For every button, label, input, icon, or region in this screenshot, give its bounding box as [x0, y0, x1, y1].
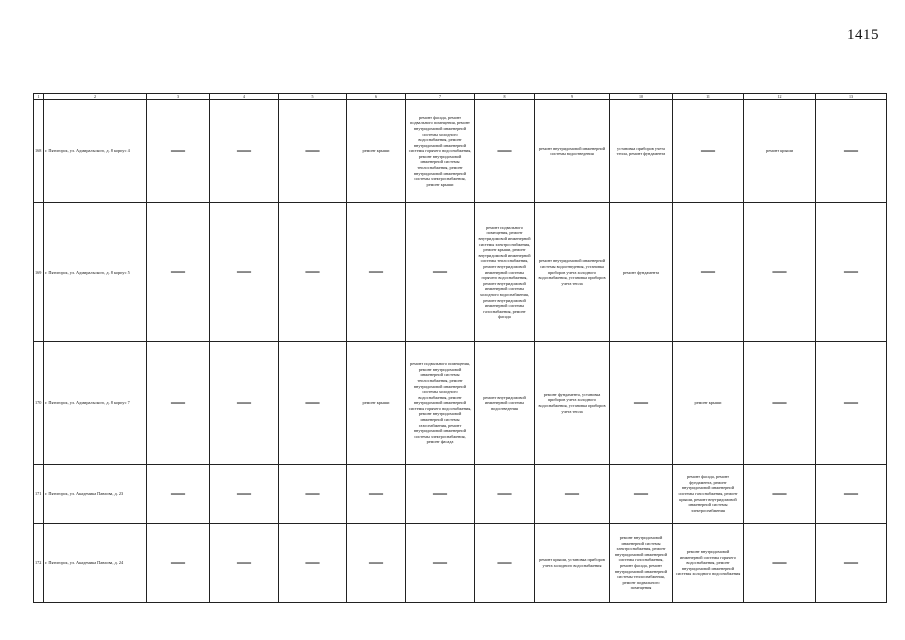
table-cell: ремонт внутридомовой инженерной системы водоотведения, установка приборов учета холодного водоснабжения, установка приборов учета тепла — [535, 203, 610, 342]
table-cell: — — [147, 203, 210, 342]
page-number: 1415 — [847, 27, 879, 43]
table-cell: — — [210, 203, 279, 342]
table-cell: ремонт крыши, установка приборов учета холодного водоснабжения — [535, 523, 610, 602]
table-cell: — — [347, 523, 406, 602]
column-header: 6 — [347, 94, 406, 100]
table-cell: ремонт крыши — [744, 100, 816, 203]
table-cell: — — [210, 464, 279, 523]
column-header: 10 — [610, 94, 673, 100]
table-cell: — — [210, 523, 279, 602]
table-cell: — — [210, 100, 279, 203]
column-header: 3 — [147, 94, 210, 100]
table-cell: — — [279, 464, 347, 523]
table-cell: — — [744, 523, 816, 602]
column-header: 5 — [279, 94, 347, 100]
table-cell: ремонт фасада, ремонт подвального помещения, ремонт внутридомовой инженерной системы холодного водоснабжения, ремонт внутридомовой инженерной системы горячего водоснабжения, ремонт внутридомовой инженерной системы теплоснабжения, ремонт внутридомовой инженерной системы электроснабжения, ремонт крыши — [406, 100, 475, 203]
table-cell: ремонт внутридомовой инженерной системы водоотведения — [535, 100, 610, 203]
table-cell: установка приборов учета тепла, ремонт фундамента — [610, 100, 673, 203]
address-cell: г. Пятигорск, ул. Академика Павлова, д. 23 — [44, 464, 147, 523]
table-cell: — — [475, 100, 535, 203]
table-cell: — — [816, 342, 887, 464]
table-cell: — — [610, 464, 673, 523]
column-header: 4 — [210, 94, 279, 100]
table-row — [34, 100, 887, 203]
table-cell: — — [744, 342, 816, 464]
repair-schedule-table — [33, 93, 887, 603]
table-cell: ремонт подвального помещения, ремонт внутридомовой инженерной системы теплоснабжения, ремонт внутридомовой инженерной системы холодного водоснабжения, ремонт внутридомовой инженерной системы горячего водоснабжения, ремонт внутридомовой инженерной системы газоснабжения, ремонт внутридомовой инженерной системы электроснабжения, ремонт фасада — [406, 342, 475, 464]
address-cell: г. Пятигорск, ул. Академика Павлова, д. 24 — [44, 523, 147, 602]
table-cell: — — [279, 523, 347, 602]
table-row — [34, 464, 887, 523]
column-header: 12 — [744, 94, 816, 100]
table-cell: — — [610, 342, 673, 464]
repair-schedule-table-wrap — [33, 93, 886, 603]
table-cell: — — [816, 100, 887, 203]
table-row — [34, 203, 887, 342]
table-cell: — — [475, 464, 535, 523]
table-cell: — — [816, 203, 887, 342]
table-cell: — — [406, 203, 475, 342]
table-cell: — — [147, 100, 210, 203]
column-header: 7 — [406, 94, 475, 100]
table-cell: ремонт крыши — [347, 100, 406, 203]
table-cell: — — [406, 523, 475, 602]
row-number: 172 — [34, 523, 44, 602]
column-header: 8 — [475, 94, 535, 100]
table-cell: — — [147, 342, 210, 464]
row-number: 170 — [34, 342, 44, 464]
table-row — [34, 523, 887, 602]
table-cell: ремонт фасада, ремонт фундамента, ремонт внутридомовой инженерной системы газоснабжения, ремонт крыши, ремонт внутридомовой инженерной системы электроснабжения — [673, 464, 744, 523]
table-cell: — — [279, 203, 347, 342]
column-header: 1 — [34, 94, 44, 100]
table-cell: ремонт крыши — [347, 342, 406, 464]
table-cell: — — [744, 464, 816, 523]
table-cell: — — [475, 523, 535, 602]
table-cell: — — [406, 464, 475, 523]
table-cell: — — [816, 523, 887, 602]
table-cell: — — [279, 342, 347, 464]
address-cell: г. Пятигорск, ул. Адмиральского, д. 8 корпус 4 — [44, 100, 147, 203]
address-cell: г. Пятигорск, ул. Адмиральского, д. 8 корпус 5 — [44, 203, 147, 342]
table-cell: ремонт фундамента — [610, 203, 673, 342]
column-header: 11 — [673, 94, 744, 100]
table-cell: — — [744, 203, 816, 342]
table-cell: ремонт крыши — [673, 342, 744, 464]
table-cell: ремонт фундамента, установка приборов учета холодного водоснабжения, установка приборов учета тепла — [535, 342, 610, 464]
column-header: 2 — [44, 94, 147, 100]
row-number: 169 — [34, 203, 44, 342]
table-cell: — — [673, 203, 744, 342]
table-cell: — — [279, 100, 347, 203]
table-cell: ремонт подвального помещения, ремонт внутридомовой инженерной системы электроснабжения, ремонт крыши, ремонт внутридомовой инженерной системы теплоснабжения, ремонт внутридомовой инженерной системы горячего водоснабжения, ремонт внутридомовой инженерной системы холодного водоснабжения, ремонт внутридомовой инженерной системы газоснабжения, ремонт фасада — [475, 203, 535, 342]
table-cell: ремонт внутридомовой инженерной системы горячего водоснабжения, ремонт внутридомовой инженерной системы холодного водоснабжения — [673, 523, 744, 602]
table-cell: — — [673, 100, 744, 203]
column-header: 9 — [535, 94, 610, 100]
table-cell: ремонт внутридомовой инженерной системы электроснабжения, ремонт внутридомовой инженерной системы газоснабжения, ремонт фасада, ремонт внутридомовой инженерной системы теплоснабжения, ремонт подвального помещения — [610, 523, 673, 602]
table-cell: — — [347, 203, 406, 342]
column-header: 13 — [816, 94, 887, 100]
table-cell: — — [347, 464, 406, 523]
row-number: 168 — [34, 100, 44, 203]
table-cell: — — [147, 464, 210, 523]
table-cell: — — [816, 464, 887, 523]
address-cell: г. Пятигорск, ул. Адмиральского, д. 8 корпус 7 — [44, 342, 147, 464]
table-cell: ремонт внутридомовой инженерной системы водоотведения — [475, 342, 535, 464]
table-cell: — — [535, 464, 610, 523]
row-number: 171 — [34, 464, 44, 523]
table-cell: — — [210, 342, 279, 464]
table-cell: — — [147, 523, 210, 602]
table-row — [34, 342, 887, 464]
